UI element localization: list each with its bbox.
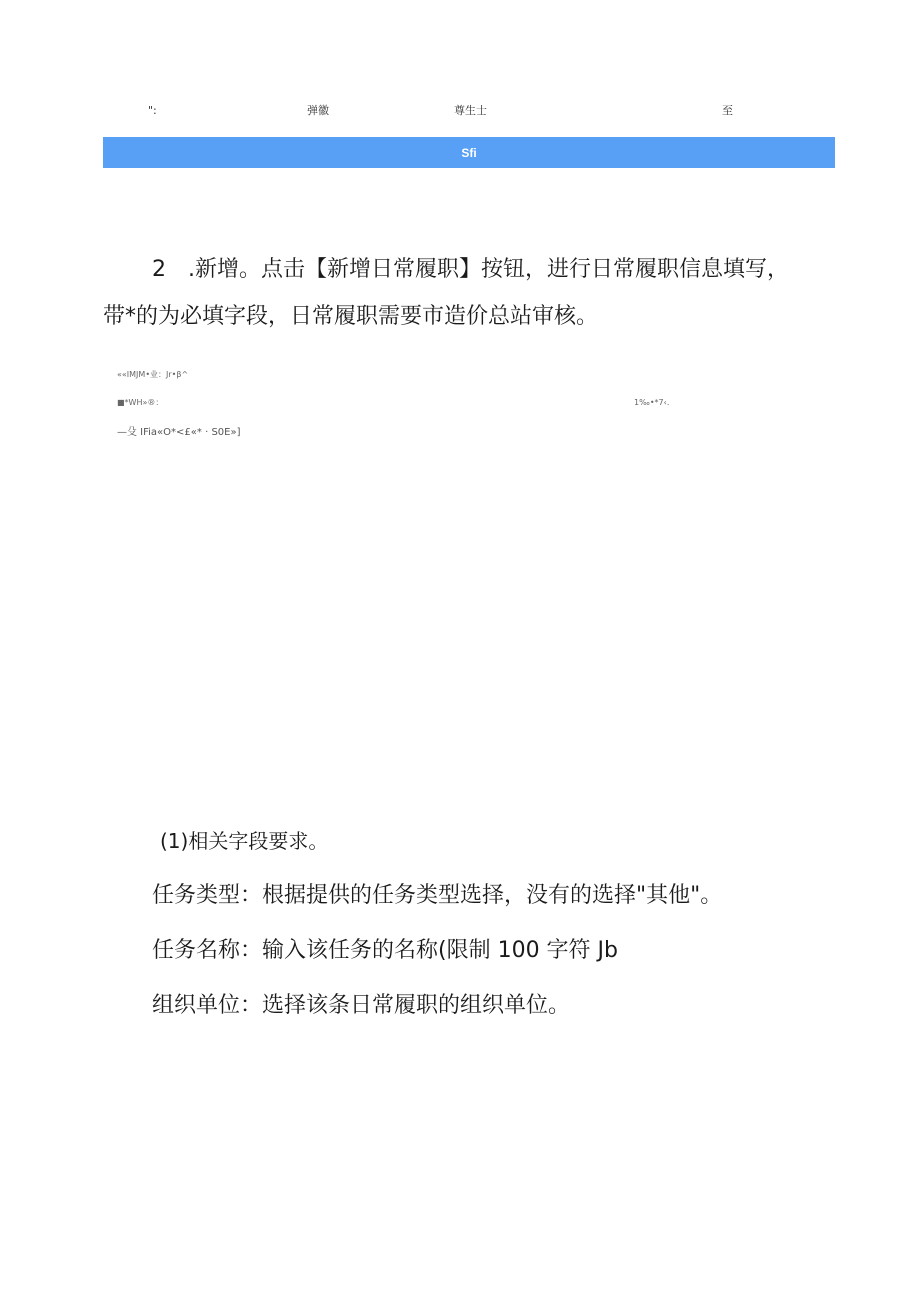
submit-button[interactable]	[103, 137, 835, 168]
step2-line1: 2 .新增。点击【新增日常履职】按钮，进行日常履职信息填写，	[152, 257, 789, 282]
field-task-name: 任务名称：输入该任务的名称(限制 100 字符 Jb	[152, 938, 619, 963]
form-row-3: —殳 IFia«O*<£«* · S0E»]	[117, 427, 241, 438]
submit-button-label: Sfi	[461, 145, 477, 160]
form-row-2-value: 1‰•*7‹.	[634, 398, 670, 407]
field-org-unit: 组织单位：选择该条日常履职的组织单位。	[152, 993, 571, 1018]
form-row-2-label: ■*WH»®：	[117, 398, 164, 407]
step2-line2: 带*的为必填字段，日常履职需要市造价总站审核。	[103, 304, 599, 329]
header-cell-3: 尊生士	[454, 104, 487, 117]
form-row-1: ««IMJM•业：Jr•β^	[117, 370, 189, 379]
fields-heading: (1)相关字段要求。	[160, 829, 329, 853]
field-task-type: 任务类型：根据提供的任务类型选择，没有的选择"其他"。	[152, 883, 723, 908]
header-cell-2: 弹徽	[307, 104, 329, 117]
header-cell-1: ":	[148, 104, 157, 117]
header-cell-4: 至	[722, 104, 733, 117]
